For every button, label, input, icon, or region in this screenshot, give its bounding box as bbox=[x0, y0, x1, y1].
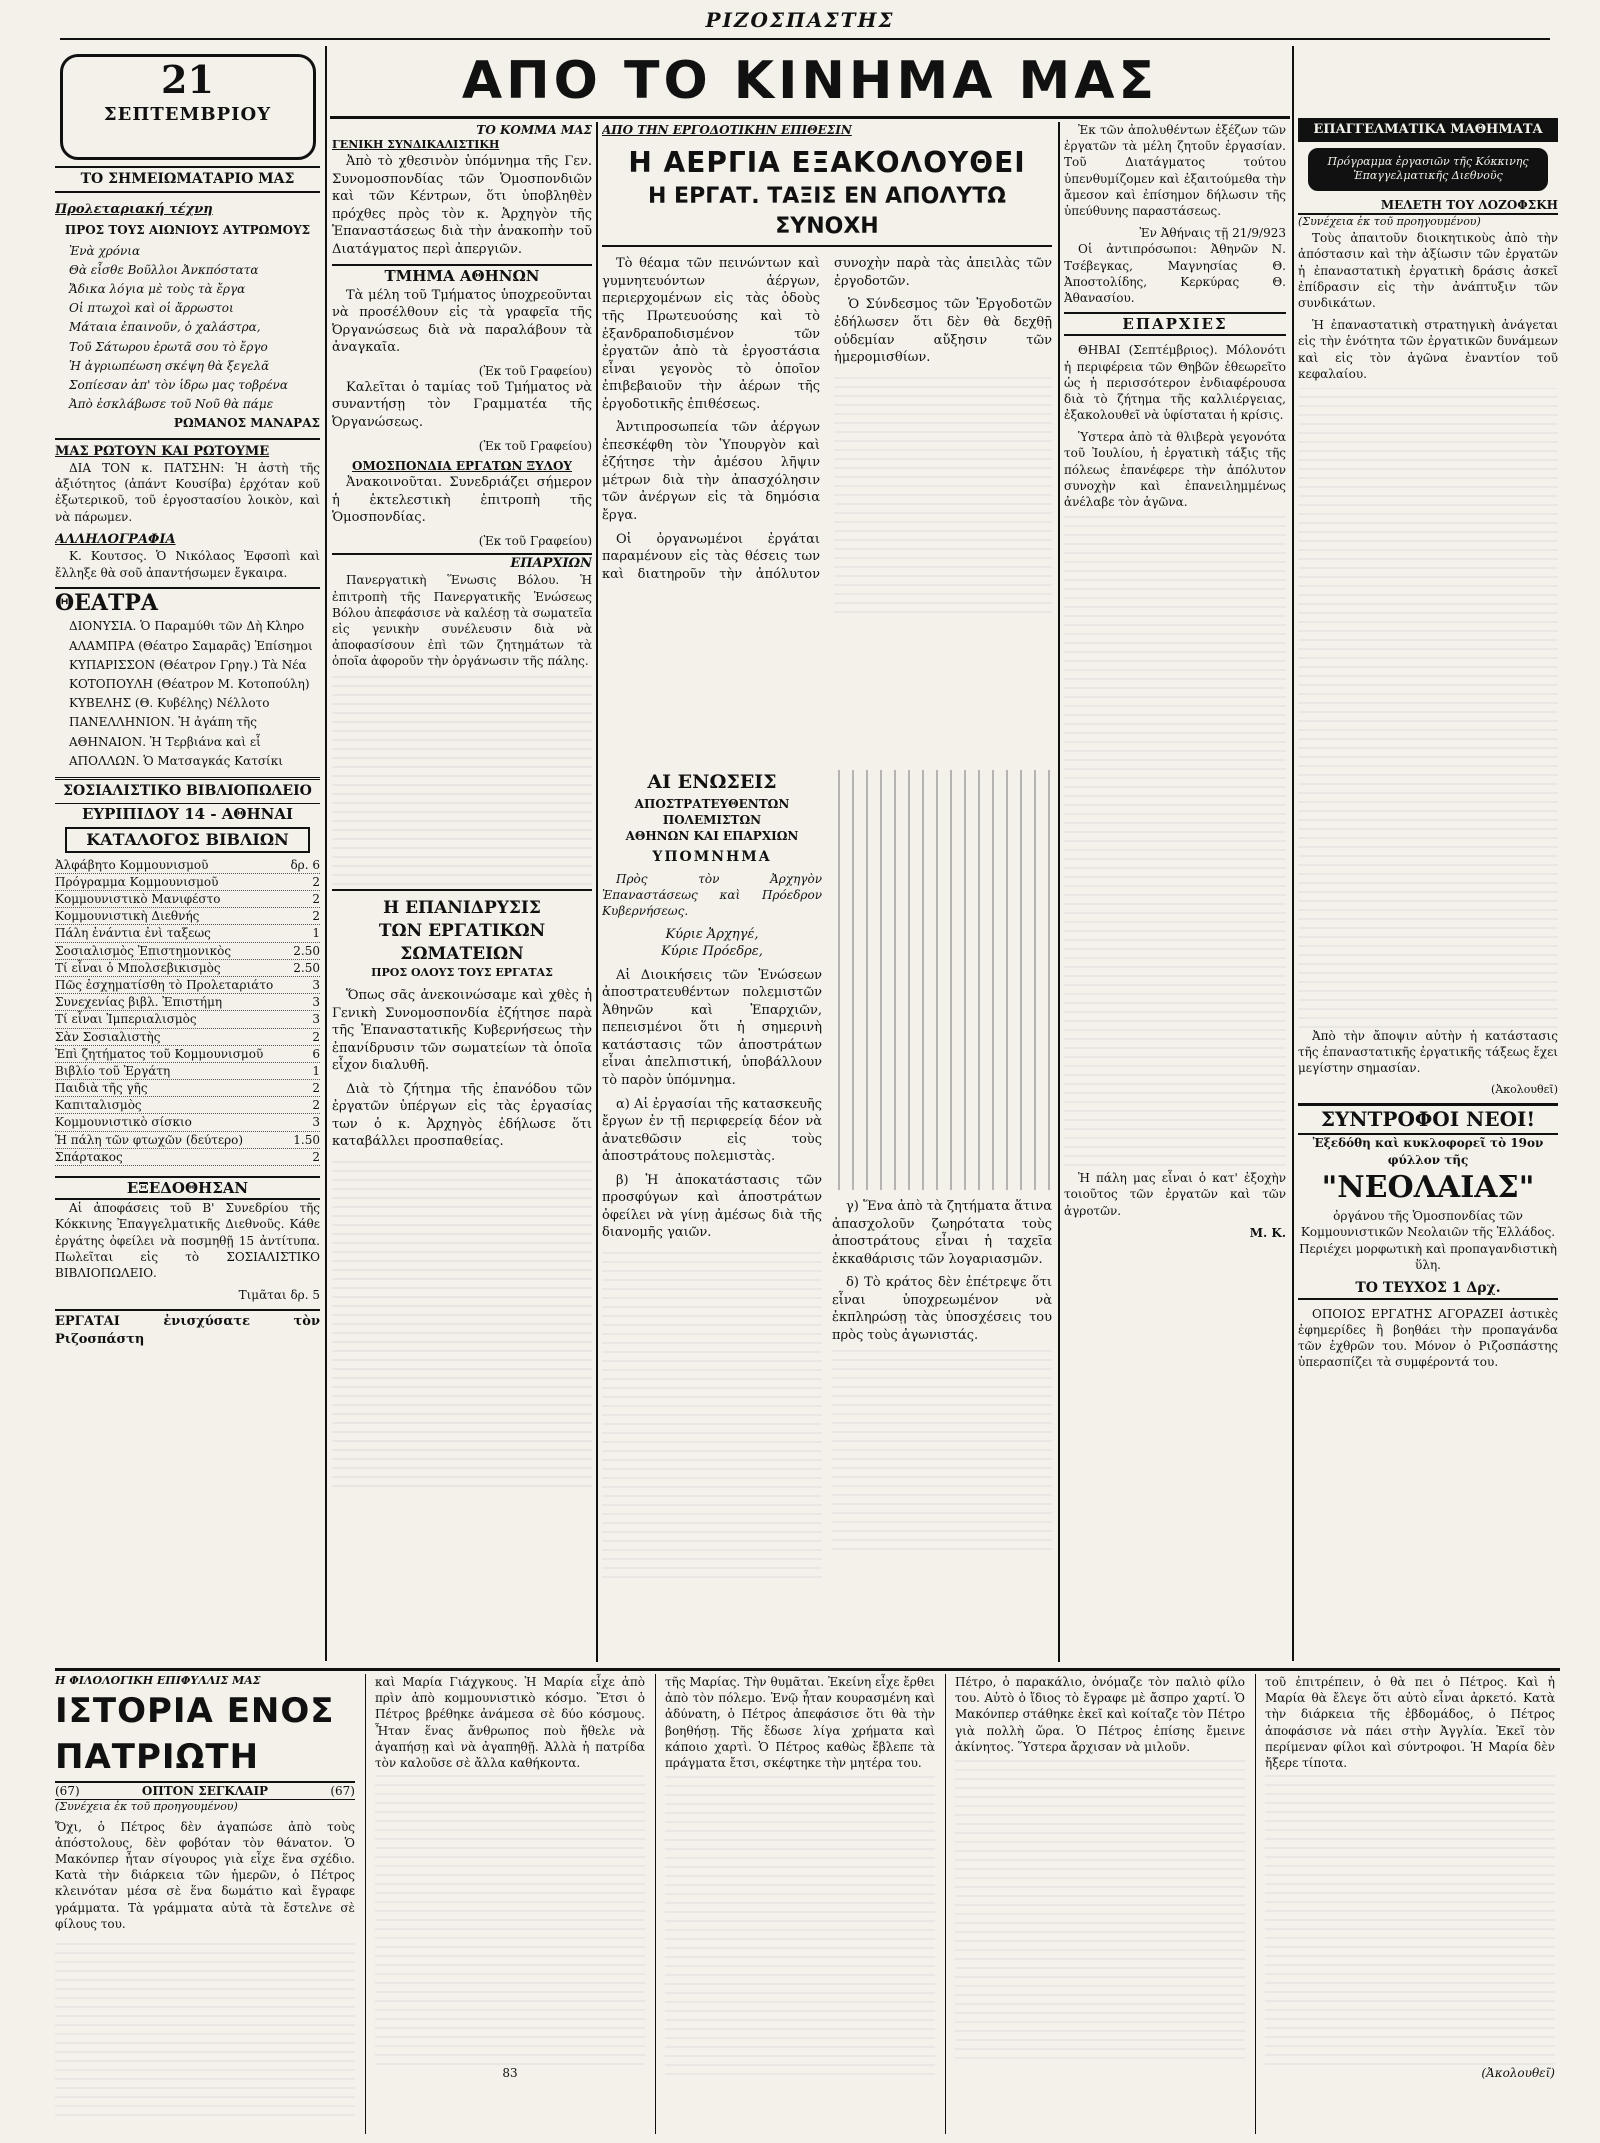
poem-line: Ἡ ἀγριωπέωση σκέψη θὰ ξεγελᾶ bbox=[69, 358, 270, 373]
memorandum-text5: δ) Τὸ κράτος δὲν ἐπέτρεψε ὅτι εἶναι ὑποχρεωμένον νὰ ἐκπληρώσῃ τὰς ὑποσχέσεις του πρὸς τοὺς ἀγωνιστάς. bbox=[832, 1275, 1052, 1343]
reestablishment-text1: Ὅπως σᾶς ἀνεκοινώσαμε καὶ χθὲς ἡ Γενικὴ Συνομοσπονδία ἐζήτησε παρὰ τῆς Ἐπαναστατικῆς Κυβερνήσεως τὴν ἐπανίδρυσιν τῶν σωματείων τὰ ὁποῖα εἶχον διαλυθῆ. bbox=[332, 988, 592, 1074]
date-day: 21 bbox=[161, 57, 214, 102]
catalogue-item-price: 2 bbox=[312, 1029, 320, 1044]
unemployment-article bbox=[602, 122, 1052, 762]
catalogue-item-price: 3 bbox=[312, 1012, 320, 1027]
provinces-text3: Ἡ πάλη μας εἶναι ὁ κατ' ἐξοχὴν τοιοῦτος τῶν ἐργατῶν καὶ τῶν ἀγροτῶν. bbox=[1064, 1171, 1286, 1218]
theatre-item: ΚΥΒΕΛΗΣ (Θ. Κυβέλης) Νέλλοτο bbox=[69, 696, 270, 711]
unemployment-headline: Η ΑΕΡΓΙΑ ΕΞΑΚΟΛΟΥΘΕΙ bbox=[628, 146, 1026, 180]
woodworkers-heading: ΟΜΟΣΠΟΝΔΙΑ ΕΡΓΑΤΩΝ ΞΥΛΟΥ bbox=[352, 458, 572, 473]
feuilleton-col-1: Ὄχι, ὁ Πέτρος δὲν ἀγαπώσε ἀπὸ τοὺς ἀπόστολους, δὲν φοβόταν τὸν θάνατον. Ὁ Μακόνπερ ἦταν σίγουρος γιὰ εἶχε ἕνα σχέδιο. Κατὰ τὴν διάρκεια τῶν ἡμερῶν, ὁ Πέτρος κλεινόταν μέσα σὲ ἕνα δωμάτιο καὶ ἔγραφε γράμματα. Τὰ γράμματα αὐτὰ τὰ ἔστελνε σὲ φίλους του. bbox=[55, 1819, 355, 1931]
catalogue-item bbox=[55, 1080, 320, 1097]
party-kicker: ΤΟ ΚΟΜΜΑ ΜΑΣ bbox=[476, 123, 592, 137]
catalogue-item-price: 2 bbox=[312, 874, 320, 889]
catalogue-list bbox=[55, 857, 320, 1166]
poem-line: Οἱ πτωχοὶ καὶ οἱ ἄρρωστοι bbox=[69, 301, 234, 316]
catalogue-item-name: Σπάρτακος bbox=[55, 1149, 123, 1164]
provinces-text2: Ὑστερα ἀπὸ τὰ θλιβερὰ γεγονότα τοῦ Ἰουλίου, ἡ ἐργατικὴ τάξις τῆς πόλεως ἐπανέφερε τὴν ἀπόλυτον συνοχὴν καὶ ἐπανειλημμένως ἀνέλαβε τὸν ἀγῶνα. bbox=[1064, 430, 1286, 509]
poem-title: ΠΡΟΣ ΤΟΥΣ ΑΙΩΝΙΟΥΣ ΑΥΤΡΩΜΟΥΣ bbox=[64, 223, 311, 238]
catalogue-item-price: 6 bbox=[312, 1046, 320, 1061]
catalogue-item-name: Πάλη ἐνάντια ἐνὶ ταξεως bbox=[55, 926, 211, 941]
feuilleton-col-4: Πέτρο, ὁ παρακάλιο, ὀνόμαζε τὸν παλιὸ φίλο του. Αὐτὸ ὁ ἴδιος τὸ ἔγραφε μὲ ἄσπρο χαρτί. Ὁ Μακόνπερ στάθηκε ἐκεῖ καὶ κοίταζε τὸν Πέτρο γιὰ πολλὴ ὥρα. Ὁ Πέτρος ἐπίσης ἔμεινε ἀκίνητος. Ὕστερα ἄρχισαν νὰ μιλοῦν. bbox=[955, 1675, 1245, 1754]
masthead: ΡΙΖΟΣΠΑΣΤΗΣ bbox=[705, 8, 895, 32]
released-title: ΕΞΕΔΟΘΗΣΑΝ bbox=[55, 1176, 320, 1200]
buyers-text: ΟΠΟΙΟΣ ΕΡΓΑΤΗΣ ΑΓΟΡΑΖΕΙ ἀστικὲς ἐφημερίδες ἢ βοηθάει τὴν προπαγάνδα τῶν ἐχθρῶν του. Μόνον ὁ Ριζοσπάστης ὑπερασπίζει τὰ συμφέροντά του. bbox=[1298, 1306, 1558, 1370]
column-rule bbox=[1292, 46, 1294, 1661]
lozovsky-text2: Ἡ ἐπαναστατικὴ στρατηγικὴ ἀνάγεται εἰς τὴν ἑνότητα τῶν ἐργατικῶν δυνάμεων καὶ εἰς τὸν ἀγῶνα ἐναντίον τοῦ κεφαλαίου. bbox=[1298, 318, 1558, 381]
comrades-ad-text2: ὀργάνου τῆς Ὁμοσπονδίας τῶν Κομμουνιστικῶν Νεολαιῶν τῆς Ἑλλάδος. Περιέχει μορφωτικὴ καὶ προπαγανδιστικὴ ὕλη. bbox=[1299, 1209, 1557, 1272]
comrades-ad-text: Ἐξεδόθη καὶ κυκλοφορεῖ τὸ 19ον φύλλον τῆς bbox=[1312, 1136, 1544, 1167]
theatre-title: ΘΕΑΤΡΑ bbox=[55, 587, 320, 619]
ask-section-tag: ΜΑΣ ΡΩΤΟΥΝ ΚΑΙ ΡΩΤΟΥΜΕ bbox=[55, 438, 320, 461]
athens-sign: (Ἐκ τοῦ Γραφείου) bbox=[478, 363, 592, 378]
column-rule bbox=[596, 122, 598, 1662]
date-month: ΣΕΠΤΕΜΒΡΙΟΥ bbox=[103, 104, 272, 125]
feuilleton-rule bbox=[55, 1668, 1560, 1671]
masthead-rule bbox=[60, 38, 1550, 40]
unemployment-text1: Τὸ θέαμα τῶν πεινώντων καὶ γυμνητευόντων ἀέργων, περιερχομένων εἰς τὰς ὁδοὺς τῆς Πρωτευούσης καὶ τὸ ἐξανδραποδισμένον τῶν ἐργατῶν ἀπὸ τὰ ἐργοστάσια εἶναι γεγονὸς τὸ ὁποῖον ἐπιβεβαιοῦν τὴν ἀέρων τῆς ἐργοδοτικῆς ἐπιθέσεως. bbox=[602, 256, 820, 412]
bookstore-address: ΕΥΡΙΠΙΔΟΥ 14 - ΑΘΗΝΑΙ bbox=[81, 804, 294, 823]
catalogue-item-name: Τί εἶναι ὁ Μπολσεβικισμὸς bbox=[55, 960, 221, 975]
illegible-print-block-3 bbox=[834, 373, 1052, 613]
provinces-title: ΕΠΑΡΧΙΕΣ bbox=[1064, 312, 1286, 336]
catalogue-item bbox=[55, 1046, 320, 1063]
memorandum-text2: α) Αἱ ἐργασίαι τῆς κατασκευῆς ἔργων ἐν τῇ περιφερείᾳ δέον νὰ ἀνατεθῶσιν εἰς τοὺς ἀποστράτους πολεμιστὰς. bbox=[602, 1096, 822, 1165]
cohesion-headline: Η ΕΡΓΑΤ. ΤΑΞΙΣ ΕΝ ΑΠΟΛΥΤΩ ΣΥΝΟΧΗ bbox=[602, 182, 1052, 247]
theatre-item: ΑΛΑΜΠΡΑ (Θέατρο Σαμαρᾶς) Ἐπίσημοι bbox=[69, 638, 313, 653]
memorandum-addressee: Πρὸς τὸν Ἀρχηγὸν Ἐπαναστάσεως καὶ Πρόεδρον Κυβερνήσεως. bbox=[602, 872, 822, 919]
catalogue-item bbox=[55, 908, 320, 925]
catalogue-item-price: 3 bbox=[312, 977, 320, 992]
catalogue-item-name: Κομμουνιστικὸ σίσκιο bbox=[55, 1115, 192, 1130]
released-text: Αἱ ἀποφάσεις τοῦ Β' Συνεδρίου τῆς Κόκκινης Ἐπαγγελματικῆς Διεθνοῦς. Κάθε ἐργάτης ὀφείλει νὰ ποσμηθῇ 15 ἀντίτυπα. Πωλεῖται εἰς τὸ ΣΟΣΙΑΛΙΣΤΙΚΟ ΒΙΒΛΙΟΠΩΛΕΙΟ. bbox=[55, 1201, 320, 1281]
illegible-print-block-11 bbox=[955, 1759, 1245, 2059]
woodworkers-sign: (Ἐκ τοῦ Γραφείου) bbox=[478, 533, 592, 548]
catalogue-item bbox=[55, 1029, 320, 1046]
catalogue-item bbox=[55, 1149, 320, 1166]
memorandum-text4: γ) Ἕνα ἀπὸ τὰ ζητήματα ἅτινα ἀπασχολοῦν ζωηρότατα τοὺς ἀποστράτους εἶναι ἡ ταχεῖα ἐκκαθάρισις τῶν λογαριασμῶν. bbox=[832, 1199, 1052, 1267]
catalogue-item-name: Τί εἶναι Ἰμπεριαλισμὸς bbox=[55, 1012, 197, 1027]
provinces-intro: Ἐκ τῶν ἀπολυθέντων ἐξέζων τῶν ἐργατῶν τὰ μέλη ζητοῦν ἐργασίαν. Τοῦ Διατάγματος τούτου ὑπενθυμίζομεν καὶ ἐξαιτούμεθα τὴν ἄμεσον καὶ ἐπίσημον δήλωσιν τῆς ὑπεύθυνης παραστάσεως. bbox=[1064, 123, 1286, 218]
catalogue-item-price: δρ. 6 bbox=[290, 857, 320, 872]
lessons-column bbox=[1298, 118, 1558, 1662]
illegible-print-block-12 bbox=[1265, 1775, 1555, 2065]
poem-line: Ἐνὰ χρόνια bbox=[69, 243, 141, 258]
lozovsky-subtitle: (Συνέχεια ἐκ τοῦ προηγουμένου) bbox=[1298, 215, 1481, 229]
catalogue-item bbox=[55, 943, 320, 960]
treasurer-sign: (Ἐκ τοῦ Γραφείου) bbox=[478, 438, 592, 453]
lozovsky-text1: Τοὺς ἀπαιτοῦν διοικητικοὺς ἀπὸ τὴν ἀπόστασιν καὶ τὴν ἀξίωσιν τῶν ἐργατῶν ἡ ἐπαναστατικὴ ἐργατικὴ δράσις ἀσκεῖ ἐπίδρασιν εἰς τὴν ἀνάπτυξιν τῶν συνδικάτων. bbox=[1298, 231, 1558, 311]
catalogue-item bbox=[55, 925, 320, 942]
veterans-subtitle: ΑΠΟΣΤΡΑΤΕΥΘΕΝΤΩΝ ΠΟΛΕΜΙΣΤΩΝ bbox=[634, 796, 790, 827]
catalogue-item-price: 2 bbox=[312, 1098, 320, 1113]
feuilleton bbox=[55, 1674, 1560, 2134]
column-rule bbox=[655, 1674, 656, 2134]
illegible-print-block-9 bbox=[375, 1775, 645, 2065]
column-rule bbox=[365, 1674, 366, 2134]
poem-line: Μάταια ἐπαινοῦν, ὁ χαλάστρα, bbox=[69, 320, 261, 335]
catalogue-item-price: 1 bbox=[312, 1063, 320, 1078]
damaged-print-area bbox=[832, 770, 1052, 1190]
footer-note: ΕΡΓΑΤΑΙ ἐνισχύσατε τὸν Ριζοσπάστη bbox=[55, 1309, 320, 1348]
woodworkers-text: Ἀνακοινοῦται. Συνεδριάζει σήμερον ἡ ἐκτελεστικὴ ἐπιτροπὴ τῆς Ὁμοσπονδίας. bbox=[332, 474, 592, 526]
catalogue-item-price: 1 bbox=[312, 926, 320, 941]
athens-section-heading: ΤΜΗΜΑ ΑΘΗΝΩΝ bbox=[332, 264, 592, 286]
catalogue-item-name: Ἡ πάλη τῶν φτωχῶν (δεύτερο) bbox=[55, 1132, 244, 1147]
catalogue-item bbox=[55, 994, 320, 1011]
memorandum-date: Ἐν Ἀθήναις τῇ 21/9/923 bbox=[1139, 226, 1286, 241]
feuilleton-number-right: (67) bbox=[330, 1783, 355, 1798]
date-box bbox=[60, 54, 316, 160]
illegible-print-block-5 bbox=[602, 1248, 822, 1578]
column-rule bbox=[1058, 122, 1060, 1662]
ask-section-text: ΔΙΑ ΤΟΝ κ. ΠΑΤΣΗΝ: Ἡ ἀστὴ τῆς ἀξιότητος (ἀπάντ Κουσίβα) ἐρχόταν κοῦ ἐξωτερικοῦ, τοῦ ἐργοστασίου λοικὸν, καὶ νὰ πάρωμεν. bbox=[55, 461, 320, 524]
catalogue-item-name: Ἀλφάβητο Κομμουνισμοῦ bbox=[55, 857, 209, 872]
reestablishment-text2: Διὰ τὸ ζήτημα τῆς ἐπανόδου τῶν ἐργατῶν ὑπέργων εἰς τὰς ἐργασίας των ὁ κ. Ἀρχηγὸς ἐδήλωσε ὅτι καταβάλλει προσπαθείας. bbox=[332, 1081, 592, 1150]
catalogue-item-name: Συνεχενίας βιβλ. Ἐπιστήμη bbox=[55, 995, 223, 1010]
reestablishment-subheadline: ΤΩΝ ΕΡΓΑΤΙΚΩΝ ΣΩΜΑΤΕΙΩΝ bbox=[378, 921, 546, 965]
poem-line: Θὰ εἶσθε Βοῦλλοι Ἀνκπόστατα bbox=[69, 262, 259, 277]
unemployment-text3: Οἱ ὀργανωμένοι ἐργάται παραμένουν εἰς τὰς θέσεις των καὶ διατηροῦν τὴν ἀπόλυτον συνοχὴν παρὰ τὰς ἀπειλὰς τῶν ἐργοδοτῶν. bbox=[602, 256, 1052, 582]
proletarian-art-tag: Προλεταριακή τέχνη bbox=[55, 201, 213, 217]
catalogue-item bbox=[55, 1063, 320, 1080]
theatre-item: ΑΘΗΝΑΙΟΝ. Ἡ Τερβιάνα καὶ εἷ bbox=[69, 734, 261, 749]
theatre-item: ΑΠΟΛΛΩΝ. Ὁ Ματσαγκάς Κατσίκι bbox=[69, 753, 283, 768]
illegible-print-block-4 bbox=[1064, 516, 1286, 1166]
catalogue-item-price: 2 bbox=[312, 1081, 320, 1096]
provinces-sign: Μ. Κ. bbox=[1249, 1225, 1286, 1240]
feuilleton-col-2: καὶ Μαρία Γιάχγκους. Ἡ Μαρία εἶχε ἀπὸ πρὶν ἀπὸ κομμουνιστικὸ κόσμο. Ἔτσι ὁ Πέτρος βρέθηκε ἀνάμεσα σὲ δύο κόσμους. Ἦταν ἕνας ἄνθρωπος ποὺ ἤθελε νὰ ἀγαπήσῃ καὶ νὰ ἀγαπηθῇ. Ἀλλὰ ἡ πατρίδα τὸν καλοῦσε σὲ ἄλλα καθήκοντα. bbox=[375, 1675, 645, 1770]
veterans-subtitle2: ΑΘΗΝΩΝ ΚΑΙ ΕΠΑΡΧΙΩΝ bbox=[625, 829, 799, 844]
released-price: Τιμᾶται δρ. 5 bbox=[238, 1288, 320, 1303]
catalogue-item-name: Σὰν Σοσιαλιστὴς bbox=[55, 1029, 161, 1044]
confederation-heading: ΓΕΝΙΚΗ ΣΥΝΔΙΚΑΛΙΣΤΙΚΗ bbox=[332, 138, 500, 152]
catalogue-item-name: Πῶς ἐσχηματίσθη τὸ Προλεταριάτο bbox=[55, 977, 274, 992]
catalogue-item-price: 2.50 bbox=[293, 960, 320, 975]
confederation-text: Ἀπὸ τὸ χθεσινὸν ὑπόμνημα τῆς Γεν. Συνομοσπονδίας τῶν Ὁμοσπονδιῶν καὶ τῶν Κέντρων, ὅτι ὑποβληθὲν πρόχθες πρὸς τὸν κ. Ἀρχηγὸν τῆς Ἐπαναστάσεως διὰ τὴν ἀνακοπὴν τοῦ Διατάγματος περὶ ἀπεργιῶν. bbox=[332, 154, 592, 257]
party-column bbox=[332, 122, 592, 1662]
volos-text: Πανεργατικὴ Ἕνωσις Βόλου. Ἡ ἐπιτροπὴ τῆς Πανεργατικῆς Ἑνώσεως Βόλου ἀπεφάσισε νὰ καλέσῃ τὰ σωματεῖα εἰς γενικὴν συνέλευσιν διὰ νὰ ἀποφασίσουν ἐπὶ τῶν ζητημάτων τὰ ὁποῖα ἀφοροῦν τὴν ὀργάνωσιν τῆς πάλης. bbox=[332, 573, 592, 669]
comrades-ad-price: ΤΟ ΤΕΥΧΟΣ 1 Δρχ. bbox=[1298, 1279, 1558, 1300]
catalogue-item bbox=[55, 874, 320, 891]
catalogue-item bbox=[55, 1097, 320, 1114]
feuilleton-author: ΟΠΤΟΝ ΣΕΓΚΛΑΙΡ bbox=[141, 1783, 269, 1798]
bookstore-title: ΣΟΣΙΑΛΙΣΤΙΚΟ ΒΙΒΛΙΟΠΩΛΕΙΟ bbox=[55, 777, 320, 804]
athens-text: Τὰ μέλη τοῦ Τμήματος ὑποχρεοῦνται νὰ προσέλθουν εἰς τὰ γραφεῖα τῆς Ὀργανώσεως διὰ νὰ παραλάβουν τὰ ἀναγκαῖα. bbox=[332, 287, 592, 356]
correspondence-tag: ΑΛΛΗΛΟΓΡΑΦΙΑ bbox=[55, 531, 176, 547]
catalogue-item-name: Πρόγραμμα Κομμουνισμοῦ bbox=[55, 874, 219, 889]
feuilleton-page-number: 83 bbox=[502, 2066, 518, 2081]
illegible-print-block bbox=[332, 675, 592, 885]
reestablishment-kicker: ΠΡΟΣ ΟΛΟΥΣ ΤΟΥΣ ΕΡΓΑΤΑΣ bbox=[371, 966, 553, 980]
poem-line: Ἄδικα λόγια μὲ τοὺς τὰ ἔργα bbox=[69, 282, 246, 296]
lessons-kicker: ΕΠΑΓΓΕΛΜΑΤΙΚΑ ΜΑΘΗΜΑΤΑ bbox=[1298, 118, 1558, 142]
feuilleton-col-3: τῆς Μαρίας. Τὴν θυμᾶται. Ἐκείνη εἶχε ἔρθει ἀπὸ τὸν πόλεμο. Ἐνῷ ἦταν κουρασμένη καὶ ἀδύνατη, ὁ Πέτρος ἀπεφάσισε ὅτι θὰ τὴν βοηθήσῃ. Τῆς ἔδωσε λίγα χρήματα καὶ κάποιο χαρτὶ. Ὁ Πέτρος καθὼς ἔβλεπε τὰ πράγματα ἔτσι, σκέφτηκε τὴν μητέρα του. bbox=[665, 1675, 935, 1770]
poem-author: ΡΩΜΑΝΟΣ ΜΑΝΑΡΑΣ bbox=[173, 416, 320, 431]
column-rule bbox=[1255, 1674, 1256, 2134]
catalogue-item-price: 2 bbox=[312, 909, 320, 924]
treasurer-text: Καλεῖται ὁ ταμίας τοῦ Τμήματος νὰ συναντήσῃ τὸν Γραμματέα τῆς Ὀργανώσεως. bbox=[332, 379, 592, 431]
feuilleton-signoff: (Ἀκολουθεῖ) bbox=[1481, 2066, 1555, 2081]
catalogue-item-name: Παιδιὰ τῆς γῆς bbox=[55, 1081, 148, 1096]
catalogue-item-price: 2 bbox=[312, 1149, 320, 1164]
column-rule bbox=[325, 46, 327, 1661]
catalogue-item bbox=[55, 1114, 320, 1131]
catalogue-item-price: 2 bbox=[312, 892, 320, 907]
catalogue-item-name: Βιβλίο τοῦ Ἐργάτη bbox=[55, 1063, 171, 1078]
illegible-print-block-8 bbox=[55, 1936, 355, 2116]
theatre-item: ΔΙΟΝΥΣΙΑ. Ὁ Παραμύθι τῶν Δὴ Κληρο bbox=[69, 619, 305, 634]
poem-line: Σοπίεσαν ἀπ' τὸν ἱδρω μας τοβρένα bbox=[69, 377, 288, 392]
catalogue-title: ΚΑΤΑΛΟΓΟΣ ΒΙΒΛΙΩΝ bbox=[65, 827, 310, 853]
poem bbox=[55, 243, 320, 432]
feuilleton-kicker: Η ΦΙΛΟΛΟΓΙΚΗ ΕΠΙΦΥΛΛΙΣ ΜΑΣ bbox=[55, 1674, 261, 1687]
poem-line: Ἀπὸ ἐσκλάβωσε τοῦ Νοῦ θὰ πάμε bbox=[69, 397, 274, 412]
catalogue-item-name: Καπιταλισμὸς bbox=[55, 1098, 142, 1113]
catalogue-item-name: Κομμουνιστικὴ Διεθνής bbox=[55, 909, 200, 924]
veterans-title: ΑΙ ΕΝΩΣΕΙΣ bbox=[647, 771, 777, 793]
catalogue-item-price: 3 bbox=[312, 1115, 320, 1130]
feuilleton-title: ΙΣΤΟΡΙΑ ΕΝΟΣ ΠΑΤΡΙΩΤΗ bbox=[55, 1689, 355, 1783]
unemployment-text4: Ὁ Σύνδεσμος τῶν Ἐργοδοτῶν ἐδήλωσεν ὅτι δὲν θὰ δεχθῇ οὐδεμίαν αὔξησιν τῶν ἡμερομισθίων. bbox=[834, 297, 1052, 366]
theatre-item: ΚΥΠΑΡΙΣΣΟΝ (Θέατρον Γρηγ.) Τὰ Νέα bbox=[69, 657, 307, 672]
correspondence-text: Κ. Κουτσος. Ὁ Νικόλαος Ἐφσοπὶ καὶ ἔλληξε θὰ σοῦ ἀπαντήσωμεν ἔγκαιρα. bbox=[55, 549, 320, 580]
catalogue-item-name: Ἐπὶ ζητήματος τοῦ Κομμουνισμοῦ bbox=[55, 1046, 264, 1061]
illegible-print-block-2 bbox=[332, 1157, 592, 1487]
provinces-column bbox=[1064, 122, 1286, 1662]
catalogue-item-price: 1.50 bbox=[293, 1132, 320, 1147]
lozovsky-sign: (Ἀκολουθεῖ) bbox=[1491, 1082, 1558, 1096]
illegible-print-block-10 bbox=[665, 1775, 935, 2075]
memorandum-greeting2: Κύριε Πρόεδρε, bbox=[661, 944, 763, 960]
catalogue-item bbox=[55, 1011, 320, 1028]
catalogue-item bbox=[55, 857, 320, 874]
lessons-program-box: Πρόγραμμα ἐργασιῶν τῆς Κόκκινης Ἐπαγγελματικῆς Διεθνοῦς bbox=[1308, 148, 1548, 192]
feuilleton-number: (67) bbox=[55, 1783, 80, 1798]
lozovsky-title: ΜΕΛΕΤΗ ΤΟΥ ΛΟΖΟΦΣΚΗ bbox=[1298, 197, 1558, 215]
thebes-text: ΘΗΒΑΙ (Σεπτέμβριος). Μόλονότι ἡ περιφέρεια τῶν Θηβῶν ἐθεωρεῖτο ὡς ἡ περισσότερον ἐνδιαφέρουσα διὰ τὸ ζήτημα τῆς καλλιέργειας, ἐξακολουθεῖ νὰ ὑφίσταται ἡ κρίσις. bbox=[1064, 343, 1286, 423]
lozovsky-text3: Ἀπὸ τὴν ἄποψιν αὐτὴν ἡ κατάστασις τῆς ἐπαναστατικῆς ἐργατικῆς τάξεως ἔχει μεγίστην σημασίαν. bbox=[1298, 1028, 1558, 1076]
catalogue-item-price: 3 bbox=[312, 995, 320, 1010]
catalogue-item-price: 2.50 bbox=[293, 943, 320, 958]
reestablishment-headline: Η ΕΠΑΝΙΔΡΥΣΙΣ bbox=[332, 889, 592, 920]
theatre-item: ΚΟΤΟΠΟΥΛΗ (Θέατρον Μ. Κοτοπούλη) bbox=[69, 676, 310, 691]
memorandum-greeting: Κύριε Ἀρχηγέ, bbox=[665, 926, 759, 942]
left-column bbox=[55, 46, 320, 1661]
illegible-print-block-7 bbox=[1298, 388, 1558, 1028]
catalogue-item bbox=[55, 960, 320, 977]
comrades-ad-title: ΣΥΝΤΡΟΦΟΙ ΝΕΟΙ! bbox=[1298, 1103, 1558, 1135]
unemployment-text2: Ἀντιπροσωπεία τῶν ἀέργων ἐπεσκέφθη τὸν Ὑπουργὸν καὶ ἐζήτησε τὴν ἀμέσου λῆψιν μέτρων διὰ τὴν ἀπασχόλησιν τῶν ἀνέργων εἰς τὰ δημόσια ἔργα. bbox=[602, 420, 820, 524]
movement-banner: ΑΠΟ ΤΟ ΚΙΝΗΜΑ ΜΑΣ bbox=[330, 46, 1290, 119]
catalogue-item-name: Σοσιαλισμὸς Ἐπιστημονικὸς bbox=[55, 943, 232, 958]
catalogue-item bbox=[55, 891, 320, 908]
feuilleton-col-5: τοῦ ἐπιτρέπειν, ὁ θὰ πει ὁ Πέτρος. Καὶ ἡ Μαρία θὰ ἔλεγε ὅτι αὐτὸ εἶναι ἀρκετό. Κατὰ τὴν διάρκεια τῆς ἑβδομάδος, ὁ Πέτρος ἀποφάσισε νὰ πάει στὴν Ἀγγλία. Ἐκεῖ τὸν περίμεναν φίλοι καὶ σύντροφοι. Ἡ Μαρία δὲν ἤξερε τίποτα. bbox=[1265, 1675, 1555, 1770]
illegible-print-block-6 bbox=[832, 1350, 1052, 1550]
theatre-item: ΠΑΝΕΛΛΗΝΙΟΝ. Ἡ ἀγάπη τῆς bbox=[69, 715, 257, 730]
catalogue-item bbox=[55, 1132, 320, 1149]
column-rule bbox=[945, 1674, 946, 2134]
neolaia-title: "ΝΕΟΛΑΙΑΣ" bbox=[1321, 1169, 1535, 1205]
memorandum-heading: ΥΠΟΜΝΗΜΑ bbox=[652, 849, 772, 866]
employers-attack-kicker: ΑΠΟ ΤΗΝ ΕΡΓΟΔΟΤΙΚΗΝ ΕΠΙΘΕΣΙΝ bbox=[602, 123, 852, 137]
memorandum-text3: β) Ἡ ἀποκατάστασις τῶν προσφύγων καὶ ἀποστράτων ὀφείλει νὰ γίνῃ ἀμέσως διὰ τῆς διανομῆς γαιῶν. bbox=[602, 1172, 822, 1241]
theatre-list bbox=[55, 618, 320, 769]
catalogue-item bbox=[55, 977, 320, 994]
poem-line: Τοῦ Σάτωρου ἐρωτᾶ σου τὸ ἔργο bbox=[69, 339, 268, 354]
veterans-memorandum bbox=[602, 770, 1052, 1662]
notebook-title: ΤΟ ΣΗΜΕΙΩΜΑΤΑΡΙΟ ΜΑΣ bbox=[55, 166, 320, 193]
memorandum-text1: Αἱ Διοικήσεις τῶν Ἑνώσεων ἀποστρατευθέντων πολεμιστῶν Ἀθηνῶν καὶ Ἐπαρχιῶν, πεπεισμένοι ὅτι ἡ σημερινὴ κατάστασις τῶν ἀποστράτων εἶναι ἀπελπιστική, ὑποβάλλουν τὸ παρὸν ὑπόμνημα. bbox=[602, 967, 822, 1089]
feuilleton-subtitle: (Συνέχεια ἐκ τοῦ προηγουμένου) bbox=[55, 1799, 238, 1813]
memorandum-signers: Οἱ ἀντιπρόσωποι: Ἀθηνῶν Ν. Τσέβεγκας, Μαγνησίας Θ. Ἀποστολίδης, Κερκύρας Θ. Ἀθανασίου. bbox=[1064, 242, 1286, 305]
provinces-heading: ΕΠΑΡΧΙΩΝ bbox=[332, 553, 592, 573]
catalogue-item-name: Κομμουνιστικὸ Μανιφέστο bbox=[55, 892, 221, 907]
